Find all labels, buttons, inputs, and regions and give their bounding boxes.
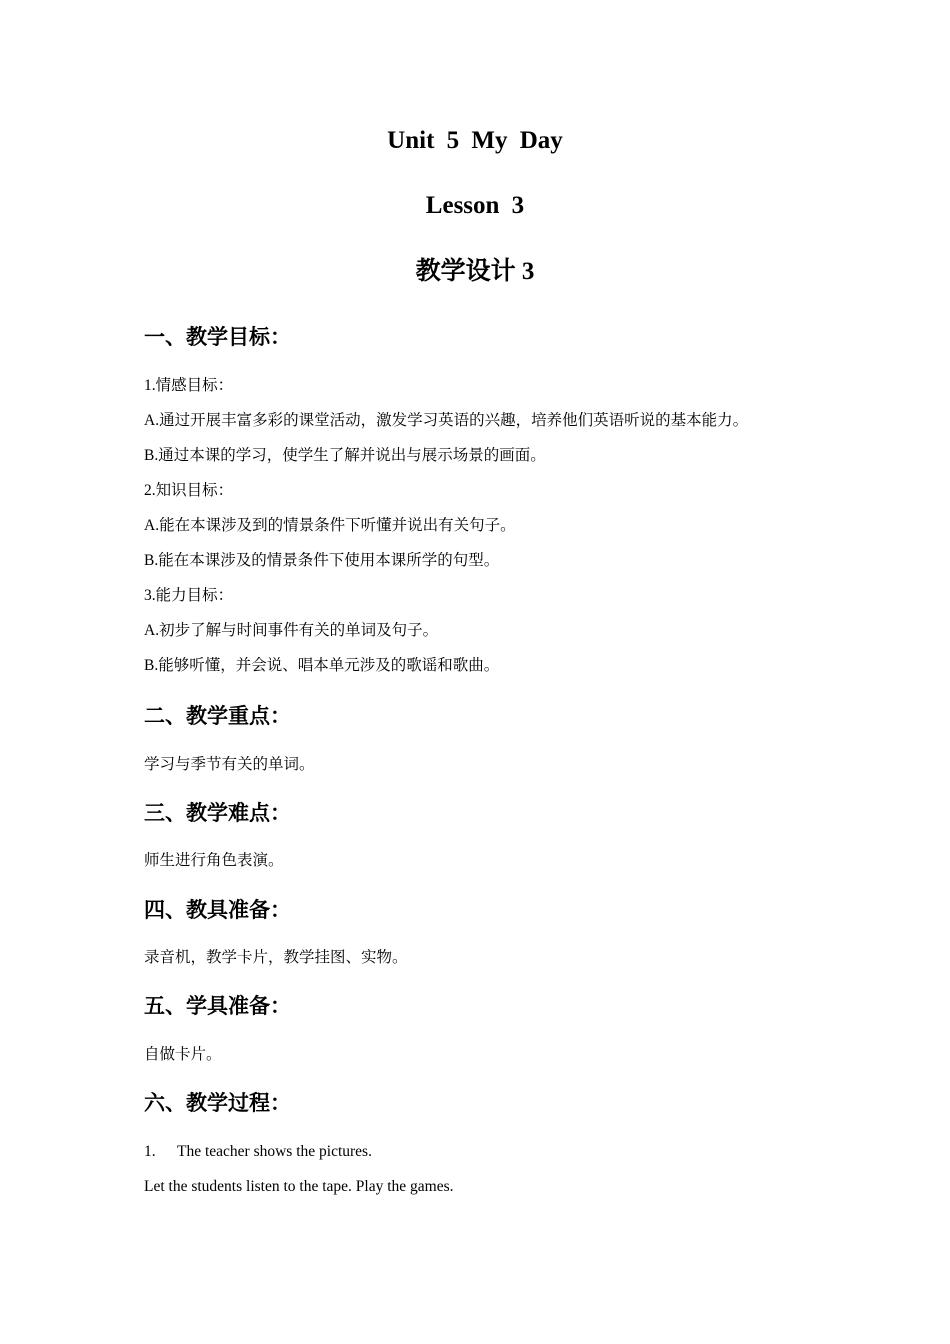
paragraph: A.通过开展丰富多彩的课堂活动，激发学习英语的兴趣，培养他们英语听说的基本能力。 bbox=[144, 412, 749, 429]
paragraph: B.通过本课的学习，使学生了解并说出与展示场景的画面。 bbox=[144, 447, 546, 464]
section-heading-objectives: 一、教学目标： bbox=[144, 325, 291, 349]
list-item bbox=[144, 1142, 372, 1162]
paragraph: A.能在本课涉及到的情景条件下听懂并说出有关句子。 bbox=[144, 517, 516, 534]
section-heading-teaching-process: 六、教学过程： bbox=[144, 1091, 291, 1115]
lesson-title: Lesson 3 bbox=[425, 192, 525, 219]
paragraph: A.初步了解与时间事件有关的单词及句子。 bbox=[144, 622, 439, 639]
paragraph: Let the students listen to the tape. Play the games. bbox=[144, 1178, 454, 1195]
paragraph: 2.知识目标： bbox=[144, 482, 234, 499]
paragraph: 自做卡片。 bbox=[144, 1046, 222, 1063]
section-heading-student-materials: 五、学具准备： bbox=[144, 994, 291, 1018]
section-heading-teaching-aids: 四、教具准备： bbox=[144, 898, 291, 922]
paragraph: 师生进行角色表演。 bbox=[144, 852, 284, 869]
design-title: 教学设计 3 bbox=[415, 258, 535, 285]
paragraph: 学习与季节有关的单词。 bbox=[144, 756, 315, 773]
paragraph: B.能在本课涉及的情景条件下使用本课所学的句型。 bbox=[144, 552, 500, 569]
paragraph: 1.情感目标： bbox=[144, 377, 234, 394]
list-item-number: 1. bbox=[144, 1143, 156, 1160]
paragraph: B.能够听懂，并会说、唱本单元涉及的歌谣和歌曲。 bbox=[144, 657, 500, 674]
document-title: Unit 5 My Day bbox=[387, 127, 563, 154]
section-heading-key-points: 二、教学重点： bbox=[144, 704, 291, 728]
list-item-text: The teacher shows the pictures. bbox=[177, 1143, 372, 1160]
section-heading-difficulties: 三、教学难点： bbox=[144, 801, 291, 825]
paragraph: 3.能力目标： bbox=[144, 587, 234, 604]
paragraph: 录音机，教学卡片，教学挂图、实物。 bbox=[144, 949, 408, 966]
